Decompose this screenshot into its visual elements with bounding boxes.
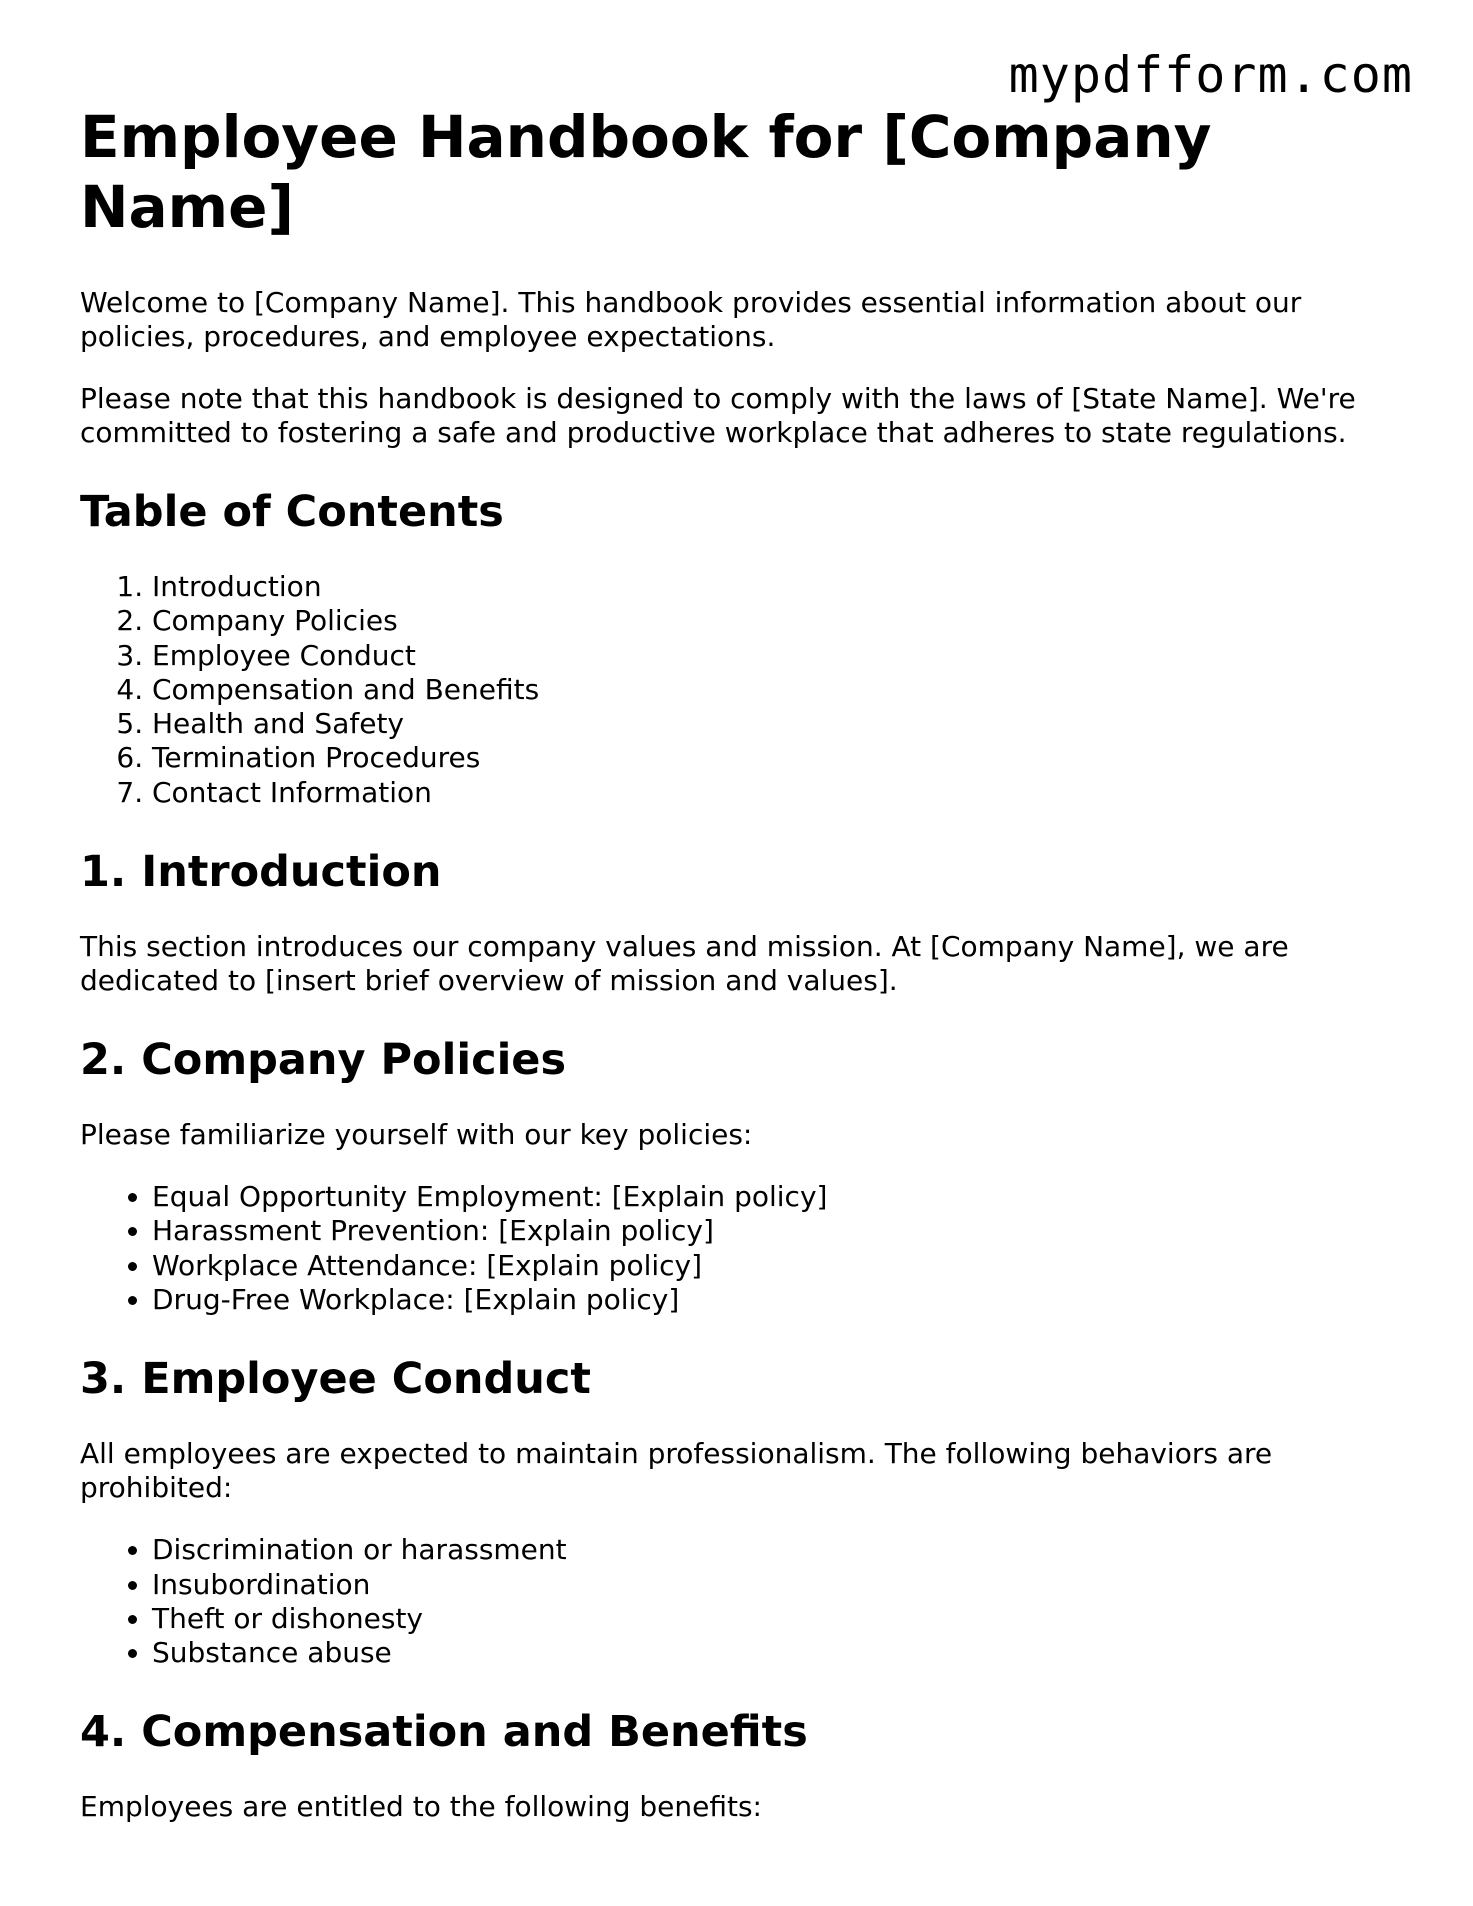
toc-item: 7. Contact Information (152, 776, 1400, 810)
toc-item: 5. Health and Safety (152, 707, 1400, 741)
section-text-introduction: This section introduces our company values and mission. At [Company Name], we are dedicated to [insert brief overview of mission and values]. (80, 930, 1289, 998)
list-item: • Harassment Prevention: [Explain policy] (152, 1214, 1400, 1248)
section-heading-compensation: 4. Compensation and Benefits (80, 1707, 808, 1758)
watermark: mypdfform.com (1008, 46, 1413, 104)
list-item: • Equal Opportunity Employment: [Explain policy] (152, 1180, 1400, 1214)
document-page (80, 102, 1400, 1852)
list-item: • Discrimination or harassment (152, 1533, 1400, 1567)
list-item: • Substance abuse (152, 1636, 1400, 1670)
toc-item: 6. Termination Procedures (152, 741, 1400, 775)
list-item: • Drug-Free Workplace: [Explain policy] (152, 1283, 1400, 1317)
toc-list (80, 570, 1400, 810)
document-title: Employee Handbook for [Company Name] (80, 103, 1212, 241)
intro-paragraph: Please note that this handbook is designed to comply with the laws of [State Name]. We're committed to fostering a safe and productive workplace that adheres to state regulations. (80, 382, 1356, 449)
toc-heading: Table of Contents (80, 487, 504, 537)
intro-paragraph: Welcome to [Company Name]. This handbook provides essential information about our policies, procedures, and employee expectations. (80, 286, 1302, 353)
list-item: • Theft or dishonesty (152, 1602, 1400, 1636)
section-heading-policies: 2. Company Policies (80, 1035, 567, 1086)
section-text-compensation: Employees are entitled to the following benefits: (80, 1790, 762, 1824)
list-item: • Workplace Attendance: [Explain policy] (152, 1249, 1400, 1283)
toc-item: 2. Company Policies (152, 604, 1400, 638)
section-heading-conduct: 3. Employee Conduct (80, 1354, 591, 1405)
toc-item: 1. Introduction (152, 570, 1400, 604)
policies-list (80, 1180, 1400, 1317)
section-text-policies: Please familiarize yourself with our key policies: (80, 1118, 753, 1152)
list-item: • Insubordination (152, 1568, 1400, 1602)
conduct-list (80, 1533, 1400, 1670)
toc-item: 3. Employee Conduct (152, 639, 1400, 673)
toc-item: 4. Compensation and Benefits (152, 673, 1400, 707)
section-heading-introduction: 1. Introduction (80, 847, 442, 898)
section-text-conduct: All employees are expected to maintain professionalism. The following behaviors are prohibited: (80, 1437, 1273, 1505)
